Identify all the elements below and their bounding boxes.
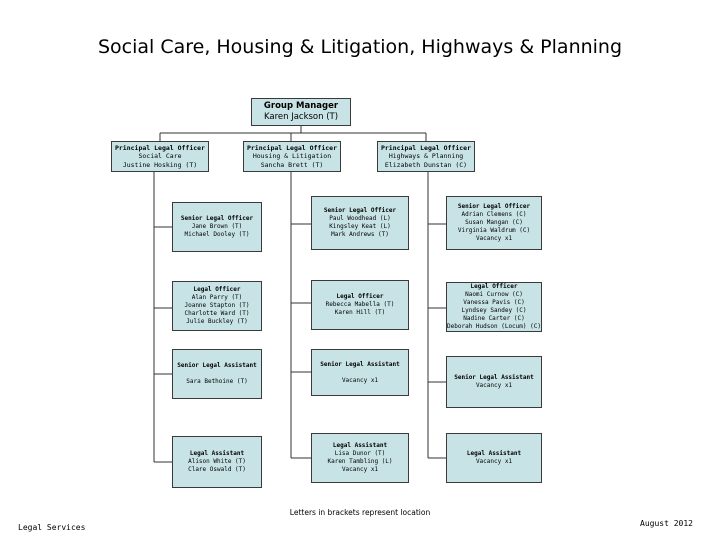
legal-assistant-box: [311, 433, 409, 483]
staff-name: Alan Parry (T): [191, 294, 243, 301]
principal-dept: Highways & Planning: [388, 152, 464, 161]
legal-assistant-box: [446, 433, 542, 483]
footer-date: August 2012: [640, 519, 693, 528]
staff-name: Adrian Clemens (C): [461, 211, 527, 218]
senior-legal-officer-box: [172, 202, 262, 252]
principal-name: Sancha Brett (T): [260, 160, 324, 169]
box-title: Senior Legal Officer: [323, 207, 397, 214]
staff-name: Sara Bethoine (T): [186, 378, 248, 385]
staff-name: Kingsley Keat (L): [329, 223, 391, 230]
legal-officer-box: [172, 281, 262, 331]
principal-name: Justine Hosking (T): [122, 160, 198, 169]
page-title: Social Care, Housing & Litigation, Highways & Planning: [97, 36, 623, 58]
legal-assistant-box: [172, 436, 262, 488]
principal-highways-box: [377, 141, 475, 172]
staff-name: Jane Brown (T): [191, 223, 243, 230]
senior-legal-officer-box: [446, 196, 542, 250]
principal-social-care-box: [111, 141, 209, 172]
staff-name: Alison White (T): [188, 458, 246, 465]
box-title: Senior Legal Assistant: [454, 374, 534, 381]
staff-name: Nadine Carter (C): [463, 315, 525, 322]
staff-name: Susan Mangan (C): [465, 219, 523, 226]
staff-name: Vacancy x1: [475, 382, 513, 389]
box-title: Legal Assistant: [189, 450, 245, 457]
staff-name: Rebecca Mabella (T): [325, 301, 395, 308]
box-title: Senior Legal Assistant: [320, 360, 400, 368]
box-title: Senior Legal Assistant: [177, 362, 257, 369]
box-title: Legal Officer: [336, 293, 384, 300]
principal-housing-box: [243, 141, 341, 172]
group-manager-name: Karen Jackson (T): [263, 112, 339, 122]
footer-department: Legal Services: [18, 523, 86, 532]
senior-legal-assistant-box: [446, 356, 542, 408]
principal-dept: Housing & Litigation: [252, 152, 332, 161]
location-note: Letters in brackets represent location: [289, 508, 431, 517]
staff-name: Vacancy x1: [341, 376, 379, 384]
staff-name: Charlotte Ward (T): [184, 310, 250, 317]
box-title: Senior Legal Officer: [180, 215, 254, 222]
principal-title: Principal Legal Officer: [246, 143, 337, 152]
principal-title: Principal Legal Officer: [380, 143, 471, 152]
staff-name: Lisa Dunor (T): [334, 450, 386, 457]
legal-officer-box: [446, 282, 542, 332]
box-title: Legal Assistant: [466, 450, 522, 457]
box-title: Senior Legal Officer: [457, 203, 531, 210]
box-title: Legal Officer: [193, 286, 241, 293]
staff-name: Clare Oswald (T): [188, 466, 246, 473]
staff-name: Deborah Hudson (Locum) (C): [447, 323, 541, 330]
staff-name: Vacancy x1: [475, 235, 513, 242]
staff-name: Karen Tambling (L): [327, 458, 393, 465]
staff-name: Mark Andrews (T): [331, 231, 389, 238]
principal-title: Principal Legal Officer: [114, 143, 205, 152]
principal-name: Elizabeth Dunstan (C): [384, 160, 468, 169]
senior-legal-officer-box: [311, 196, 409, 250]
legal-officer-box: [311, 280, 409, 330]
staff-name: Naomi Curnow (C): [465, 291, 523, 298]
staff-name: Vacancy x1: [341, 466, 379, 473]
staff-name: Julie Buckley (T): [186, 318, 248, 325]
principal-dept: Social Care: [138, 152, 182, 161]
staff-name: Michael Dooley (T): [184, 231, 250, 238]
group-manager-title: Group Manager: [263, 101, 339, 111]
staff-name: Vacancy x1: [475, 458, 513, 465]
senior-legal-assistant-box: [172, 349, 262, 399]
box-title: Legal Assistant: [332, 442, 388, 449]
group-manager-box: [251, 98, 351, 126]
staff-name: Virginia Waldrum (C): [457, 227, 531, 234]
staff-name: Karen Hill (T): [334, 309, 386, 316]
staff-name: Vanessa Pavis (C): [463, 299, 525, 306]
box-title: Legal Officer: [470, 283, 518, 290]
staff-name: Joanne Stapton (T): [184, 302, 250, 309]
staff-name: Lyndsey Sandey (C): [461, 307, 527, 314]
senior-legal-assistant-box: [311, 349, 409, 396]
staff-name: Paul Woodhead (L): [329, 215, 391, 222]
